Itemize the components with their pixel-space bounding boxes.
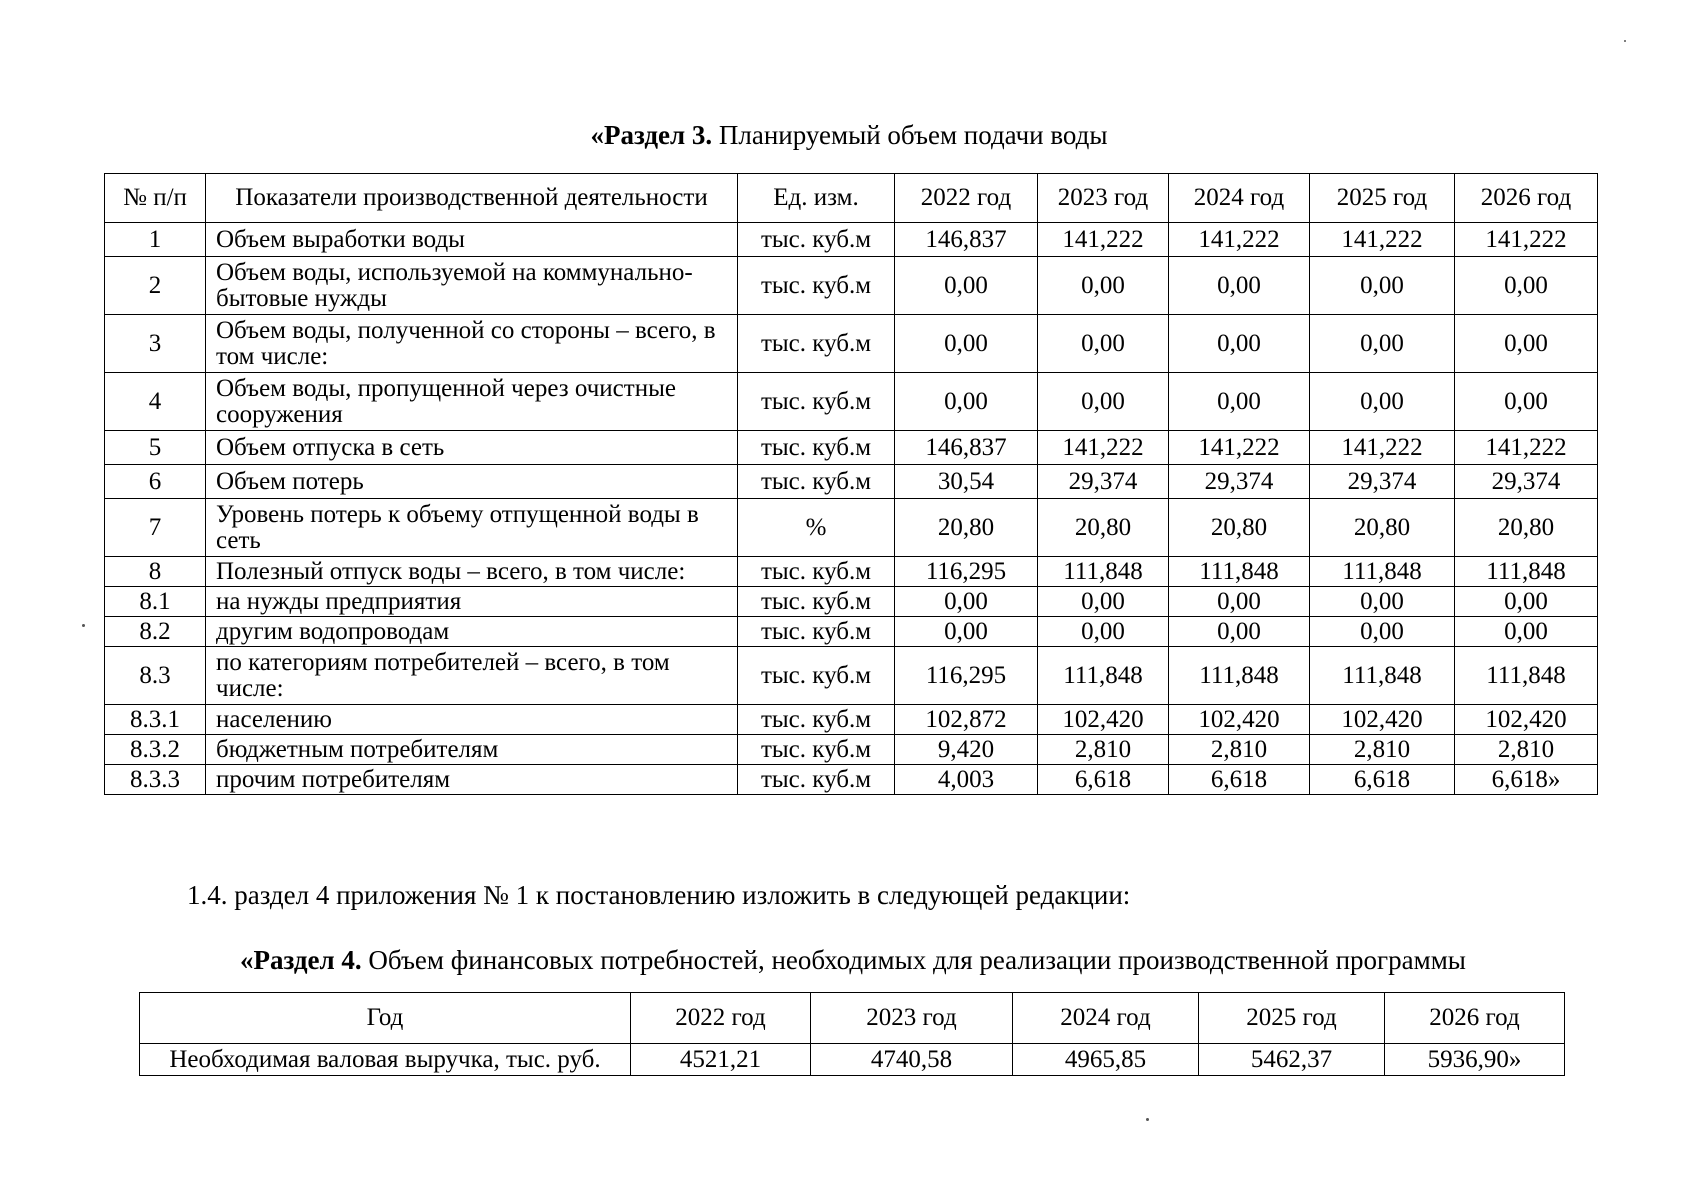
indicator-name: Объем отпуска в сеть [206, 431, 738, 465]
table-header-row [105, 174, 1598, 223]
value-cell: 111,848 [1038, 557, 1169, 587]
row-number: 8.3.1 [105, 705, 206, 735]
value-cell: 20,80 [895, 499, 1038, 557]
value-cell: 2,810 [1169, 735, 1310, 765]
row-number: 1 [105, 223, 206, 257]
row-number: 8.3.2 [105, 735, 206, 765]
unit: тыс. куб.м [738, 315, 895, 373]
unit: тыс. куб.м [738, 617, 895, 647]
value-cell: 141,222 [1455, 223, 1598, 257]
value-cell: 116,295 [895, 557, 1038, 587]
table-row [105, 705, 1598, 735]
table-row [105, 499, 1598, 557]
value-cell: 20,80 [1038, 499, 1169, 557]
value-cell: 0,00 [1038, 587, 1169, 617]
unit: тыс. куб.м [738, 257, 895, 315]
value-cell: 0,00 [895, 257, 1038, 315]
value-cell: 0,00 [1455, 373, 1598, 431]
value-cell: 0,00 [1310, 587, 1455, 617]
value-cell: 111,848 [1455, 647, 1598, 705]
value-cell: 141,222 [1169, 431, 1310, 465]
scan-speck [82, 624, 85, 627]
value-cell: 4,003 [895, 765, 1038, 795]
value-cell: 0,00 [1455, 587, 1598, 617]
value-cell: 6,618 [1169, 765, 1310, 795]
value-cell: 146,837 [895, 223, 1038, 257]
unit: тыс. куб.м [738, 705, 895, 735]
value-cell: 102,420 [1038, 705, 1169, 735]
unit: тыс. куб.м [738, 587, 895, 617]
row-number: 5 [105, 431, 206, 465]
column-header: 2024 год [1169, 174, 1310, 223]
value-cell: 0,00 [1169, 373, 1310, 431]
value-cell: 30,54 [895, 465, 1038, 499]
column-header: 2026 год [1455, 174, 1598, 223]
value-cell: 102,420 [1455, 705, 1598, 735]
indicator-name: Объем выработки воды [206, 223, 738, 257]
indicator-name: другим водопроводам [206, 617, 738, 647]
row-label: Необходимая валовая выручка, тыс. руб. [140, 1044, 631, 1076]
table-row [105, 431, 1598, 465]
value-cell: 0,00 [1038, 257, 1169, 315]
section4-title [240, 945, 1466, 976]
value-cell: 0,00 [895, 373, 1038, 431]
value-cell: 29,374 [1038, 465, 1169, 499]
value-cell: 102,872 [895, 705, 1038, 735]
indicator-name: Объем воды, полученной со стороны – всего, в том числе: [206, 315, 738, 373]
unit: тыс. куб.м [738, 431, 895, 465]
value-cell: 0,00 [1038, 315, 1169, 373]
indicator-name: прочим потребителям [206, 765, 738, 795]
scan-speck [1146, 1118, 1149, 1121]
unit: тыс. куб.м [738, 735, 895, 765]
value-cell: 111,848 [1310, 557, 1455, 587]
column-header: Показатели производственной деятельности [206, 174, 738, 223]
value-cell: 146,837 [895, 431, 1038, 465]
table-row [105, 465, 1598, 499]
table-row [105, 647, 1598, 705]
section4-title-bold: «Раздел 4. [240, 945, 362, 975]
table-header-row [140, 993, 1565, 1044]
value-cell: 2,810 [1455, 735, 1598, 765]
row-number: 8.1 [105, 587, 206, 617]
indicator-name: Объем потерь [206, 465, 738, 499]
table-row [105, 735, 1598, 765]
value-cell: 0,00 [1455, 617, 1598, 647]
value-cell: 0,00 [895, 617, 1038, 647]
value-cell: 141,222 [1310, 223, 1455, 257]
value-cell: 29,374 [1455, 465, 1598, 499]
value-cell: 4521,21 [631, 1044, 811, 1076]
indicator-name: по категориям потребителей – всего, в том числе: [206, 647, 738, 705]
value-cell: 141,222 [1038, 223, 1169, 257]
value-cell: 102,420 [1169, 705, 1310, 735]
value-cell: 29,374 [1169, 465, 1310, 499]
unit: тыс. куб.м [738, 647, 895, 705]
unit: тыс. куб.м [738, 765, 895, 795]
value-cell: 141,222 [1310, 431, 1455, 465]
unit: тыс. куб.м [738, 373, 895, 431]
table-row [140, 1044, 1565, 1076]
value-cell: 0,00 [1169, 617, 1310, 647]
value-cell: 0,00 [1038, 373, 1169, 431]
value-cell: 0,00 [895, 315, 1038, 373]
table-row [105, 223, 1598, 257]
value-cell: 0,00 [1310, 617, 1455, 647]
section3-title-text: Планируемый объем подачи воды [712, 120, 1108, 150]
value-cell: 0,00 [1169, 587, 1310, 617]
unit: тыс. куб.м [738, 465, 895, 499]
table-row [105, 587, 1598, 617]
indicator-name: Объем воды, пропущенной через очистные сооружения [206, 373, 738, 431]
amendment-paragraph: 1.4. раздел 4 приложения № 1 к постановлению изложить в следующей редакции: [187, 880, 1131, 910]
column-header: 2022 год [895, 174, 1038, 223]
value-cell: 6,618 [1310, 765, 1455, 795]
value-cell: 2,810 [1038, 735, 1169, 765]
column-header: Ед. изм. [738, 174, 895, 223]
unit: % [738, 499, 895, 557]
value-cell: 6,618» [1455, 765, 1598, 795]
section4-title-text: Объем финансовых потребностей, необходимых для реализации производственной программы [361, 945, 1466, 975]
scan-speck [1624, 40, 1626, 42]
value-cell: 2,810 [1310, 735, 1455, 765]
indicator-name: Уровень потерь к объему отпущенной воды в сеть [206, 499, 738, 557]
value-cell: 111,848 [1310, 647, 1455, 705]
value-cell: 0,00 [1038, 617, 1169, 647]
indicator-name: бюджетным потребителям [206, 735, 738, 765]
row-number: 8.3 [105, 647, 206, 705]
value-cell: 20,80 [1455, 499, 1598, 557]
value-cell: 111,848 [1169, 647, 1310, 705]
value-cell: 0,00 [1310, 257, 1455, 315]
column-header: 2024 год [1013, 993, 1199, 1044]
value-cell: 4740,58 [811, 1044, 1013, 1076]
financial-needs-table [139, 992, 1565, 1076]
row-number: 8 [105, 557, 206, 587]
row-number: 6 [105, 465, 206, 499]
value-cell: 0,00 [1310, 373, 1455, 431]
value-cell: 111,848 [1169, 557, 1310, 587]
table-row [105, 373, 1598, 431]
column-header: 2022 год [631, 993, 811, 1044]
column-header: 2025 год [1310, 174, 1455, 223]
value-cell: 0,00 [1169, 315, 1310, 373]
value-cell: 20,80 [1310, 499, 1455, 557]
column-header: № п/п [105, 174, 206, 223]
column-header: Год [140, 993, 631, 1044]
indicator-name: на нужды предприятия [206, 587, 738, 617]
value-cell: 111,848 [1455, 557, 1598, 587]
value-cell: 29,374 [1310, 465, 1455, 499]
value-cell: 5936,90» [1385, 1044, 1565, 1076]
table-row [105, 765, 1598, 795]
value-cell: 102,420 [1310, 705, 1455, 735]
section3-title-bold: «Раздел 3. [590, 120, 713, 150]
row-number: 4 [105, 373, 206, 431]
indicator-name: Полезный отпуск воды – всего, в том числе: [206, 557, 738, 587]
row-number: 7 [105, 499, 206, 557]
table-row [105, 315, 1598, 373]
value-cell: 0,00 [1310, 315, 1455, 373]
table-row [105, 557, 1598, 587]
value-cell: 141,222 [1038, 431, 1169, 465]
indicator-name: Объем воды, используемой на коммунально-бытовые нужды [206, 257, 738, 315]
value-cell: 6,618 [1038, 765, 1169, 795]
value-cell: 116,295 [895, 647, 1038, 705]
value-cell: 5462,37 [1199, 1044, 1385, 1076]
value-cell: 20,80 [1169, 499, 1310, 557]
water-supply-table [104, 173, 1598, 795]
row-number: 8.2 [105, 617, 206, 647]
table-row [105, 257, 1598, 315]
row-number: 8.3.3 [105, 765, 206, 795]
value-cell: 0,00 [1455, 315, 1598, 373]
column-header: 2023 год [1038, 174, 1169, 223]
section3-title [0, 120, 1698, 151]
value-cell: 0,00 [1169, 257, 1310, 315]
value-cell: 9,420 [895, 735, 1038, 765]
table-row [105, 617, 1598, 647]
value-cell: 141,222 [1455, 431, 1598, 465]
value-cell: 0,00 [1455, 257, 1598, 315]
unit: тыс. куб.м [738, 223, 895, 257]
column-header: 2023 год [811, 993, 1013, 1044]
value-cell: 0,00 [895, 587, 1038, 617]
column-header: 2026 год [1385, 993, 1565, 1044]
value-cell: 111,848 [1038, 647, 1169, 705]
row-number: 2 [105, 257, 206, 315]
row-number: 3 [105, 315, 206, 373]
value-cell: 4965,85 [1013, 1044, 1199, 1076]
value-cell: 141,222 [1169, 223, 1310, 257]
unit: тыс. куб.м [738, 557, 895, 587]
column-header: 2025 год [1199, 993, 1385, 1044]
indicator-name: населению [206, 705, 738, 735]
